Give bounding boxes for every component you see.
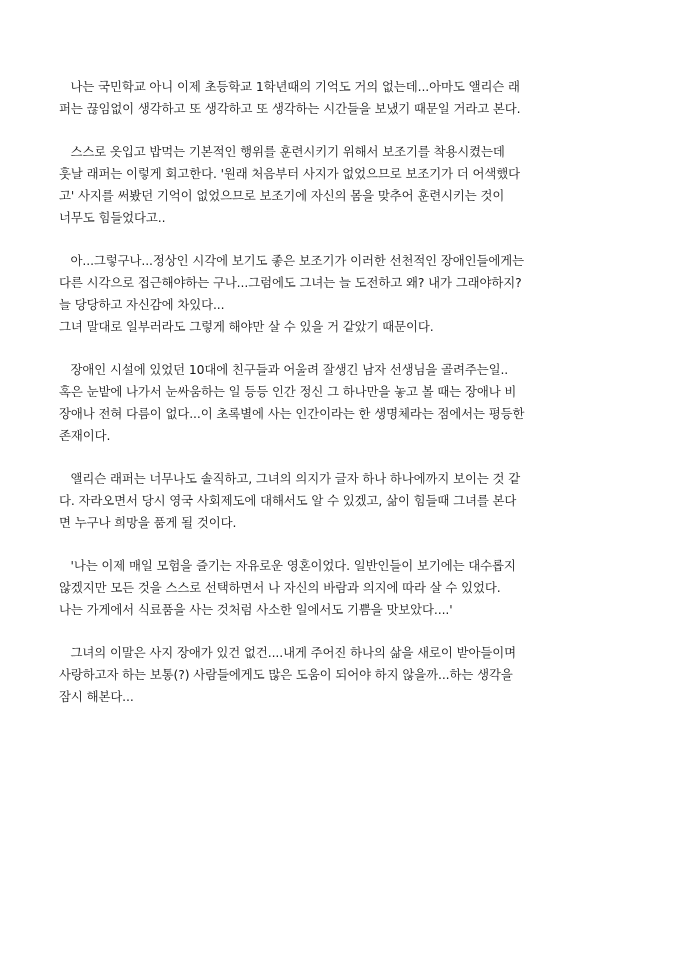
text-line: 않겠지만 모든 것을 스스로 선택하면서 나 자신의 바람과 의지에 따라 살 수 있었다. [59, 580, 501, 595]
text-line: 나는 국민학교 아니 이제 초등학교 1학년때의 기억도 거의 없는데...아마도 앨리슨 래 [59, 79, 520, 94]
text-line: 장애나 전혀 다름이 없다...이 초록별에 사는 인간이라는 한 생명체라는 점에서는 평등한 [59, 406, 525, 421]
text-line: 사랑하고자 하는 보통(?) 사람들에게도 많은 도움이 되어야 하지 않을까...하는 생각을 [59, 667, 513, 682]
text-line: 그녀의 이말은 사지 장애가 있건 없건....내게 주어진 하나의 삶을 새로이 받아들이며 [59, 645, 516, 660]
text-line: 그녀 말대로 일부러라도 그렇게 해야만 살 수 있을 거 같았기 때문이다. [59, 319, 434, 334]
text-line: 다. 자라오면서 당시 영국 사회제도에 대해서도 알 수 있겠고, 삶이 힘들때 그녀를 본다 [59, 493, 517, 508]
text-line: 아...그렇구나...정상인 시각에 보기도 좋은 보조기가 이러한 선천적인 장애인들에게는 [59, 253, 524, 268]
text-line: 다른 시각으로 접근해야하는 구나...그럼에도 그녀는 늘 도전하고 왜? 내가 그래야하지? [59, 275, 522, 290]
paragraph-6 [59, 555, 637, 621]
paragraph-2 [59, 141, 637, 229]
text-line: 너무도 힘들었다고.. [59, 210, 166, 225]
text-line: 나는 가게에서 식료품을 사는 것처럼 사소한 일에서도 기쁨을 맛보았다....' [59, 602, 453, 617]
text-line: 앨리슨 래퍼는 너무나도 솔직하고, 그녀의 의지가 글자 하나 하나에까지 보이는 것 같 [59, 471, 521, 486]
text-line: 고' 사지를 써봤던 기억이 없었으므로 보조기에 자신의 몸을 맞추어 훈련시키는 것이 [59, 188, 505, 203]
text-line: 퍼는 끊임없이 생각하고 또 생각하고 또 생각하는 시간들을 보냈기 때문일 거라고 본다. [59, 101, 521, 116]
text-line: 잠시 해본다... [59, 689, 134, 704]
text-line: 훗날 래퍼는 이렇게 회고한다. '원래 처음부터 사지가 없었으므로 보조기가 더 어색했다 [59, 166, 520, 181]
text-line: '나는 이제 매일 모험을 즐기는 자유로운 영혼이었다. 일반인들이 보기에는 대수롭지 [59, 558, 516, 573]
text-line: 늘 당당하고 자신감에 차있다... [59, 297, 225, 312]
text-line: 존재이다. [59, 428, 111, 443]
paragraph-5 [59, 468, 637, 534]
document-body [59, 76, 637, 729]
text-line: 면 누구나 희망을 품게 될 것이다. [59, 515, 237, 530]
paragraph-4 [59, 359, 637, 447]
paragraph-3 [59, 250, 637, 338]
paragraph-7 [59, 642, 637, 708]
text-line: 혹은 눈밭에 나가서 눈싸움하는 일 등등 인간 정신 그 하나만을 놓고 볼 때는 장애나 비 [59, 384, 517, 399]
paragraph-1 [59, 76, 637, 120]
text-line: 장애인 시설에 있었던 10대에 친구들과 어울려 잘생긴 남자 선생님을 골려주는일.. [59, 362, 509, 377]
text-line: 스스로 옷입고 밥먹는 기본적인 행위를 훈련시키기 위해서 보조기를 착용시켰는데 [59, 144, 505, 159]
